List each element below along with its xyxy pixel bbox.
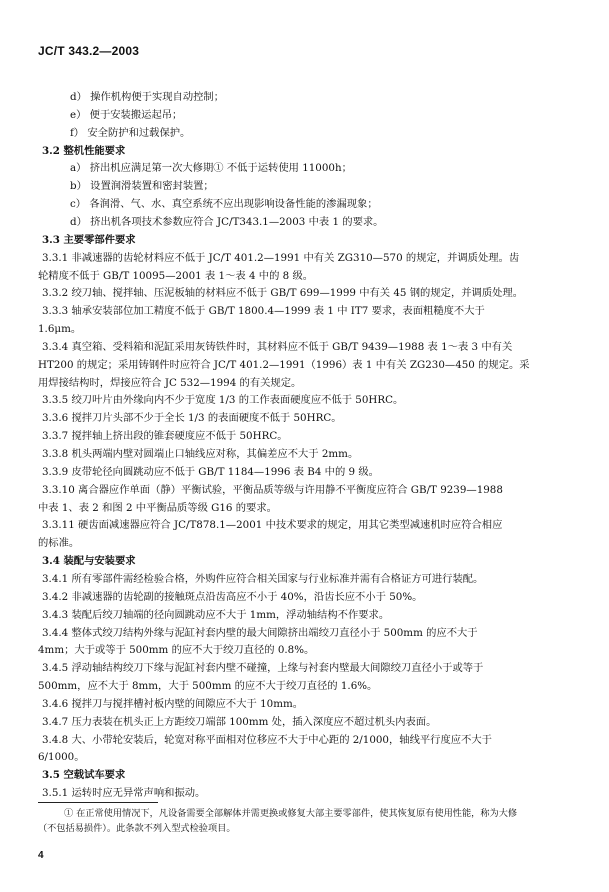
section-heading: 3.3 主要零部件要求 xyxy=(42,234,136,246)
text-line: 3.4.1 所有零部件需经检验合格，外购件应符合相关国家与行业标准并需有合格证方可进行装配。 xyxy=(42,573,484,585)
text-line: 用焊接结构时，焊接应符合 JC 532—1994 的有关规定。 xyxy=(38,377,302,389)
section-heading: 3.5 空载试车要求 xyxy=(42,769,126,781)
section-heading: 3.4 装配与安装要求 xyxy=(42,555,136,567)
text-line: 3.3.4 真空箱、受料箱和泥缸采用灰铸铁件时，其材料应不低于 GB/T 9439—1988 表 1～表 3 中有关 xyxy=(42,341,513,353)
text-line: d） 挤出机各项技术参数应符合 JC/T343.1—2003 中表 1 的要求。 xyxy=(70,216,384,228)
text-line: 3.3.2 绞刀轴、搅拌轴、压泥板轴的材料应不低于 GB/T 699—1999 中有关 45 钢的规定，并调质处理。 xyxy=(42,287,524,299)
text-line: 3.3.9 皮带轮径向圆跳动应不低于 GB/T 1184—1996 表 B4 中的 9 级。 xyxy=(42,466,379,478)
text-line: 1.6μm。 xyxy=(38,323,82,335)
section-heading: 3.2 整机性能要求 xyxy=(42,145,126,157)
text-line: 中表 1、表 2 和图 2 中平衡品质等级 G16 的要求。 xyxy=(38,502,277,514)
text-line: 的标准。 xyxy=(38,537,80,549)
text-line: 3.3.1 非减速器的齿轮材料应不低于 JC/T 401.2—1991 中有关 ZG310—570 的规定，并调质处理。齿 xyxy=(42,252,520,264)
text-line: 3.4.3 装配后绞刀轴端的径向圆跳动应不大于 1mm，浮动轴结构不作要求。 xyxy=(42,609,390,621)
text-line: 3.4.4 整体式绞刀结构外缘与泥缸衬套内壁的最大间隙挤出端绞刀直径小于 500mm 的应不大于 xyxy=(42,627,478,639)
page-number: 4 xyxy=(38,850,44,861)
text-line: 4mm；大于或等于 500mm 的应不大于绞刀直径的 0.8%。 xyxy=(38,644,315,656)
text-line: 3.4.6 搅拌刀与搅拌槽衬板内壁的间隙应不大于 10mm。 xyxy=(42,698,304,710)
text-line: 3.5.1 运转时应无异常声响和振动。 xyxy=(42,787,206,799)
text-line: 轮精度不低于 GB/T 10095—2001 表 1～表 4 中的 8 级。 xyxy=(38,270,314,282)
text-line: 3.3.3 轴承安装部位加工精度不低于 GB/T 1800.4—1999 表 1 中 IT7 要求，表面粗糙度不大于 xyxy=(42,305,485,317)
footnote-line-2: （不包括易损件）。此条款不列入型式检验项目。 xyxy=(38,823,236,834)
text-line: 3.3.11 硬齿面减速器应符合 JC/T878.1—2001 中技术要求的规定，用其它类型减速机时应符合相应 xyxy=(42,519,503,531)
text-line: 3.3.5 绞刀叶片由外缘向内不少于宽度 1/3 的工作表面硬度应不低于 50HRC。 xyxy=(42,394,404,406)
standard-code-header: JC/T 343.2—2003 xyxy=(38,44,140,58)
text-line: 3.4.5 浮动轴结构绞刀下缘与泥缸衬套内壁不碰撞，上缘与衬套内壁最大间隙绞刀直径小于或等于 xyxy=(42,662,484,674)
footnote-divider xyxy=(38,802,158,803)
text-line: b） 设置润滑装置和密封装置； xyxy=(70,180,214,192)
text-line: e） 便于安装搬运起吊； xyxy=(70,109,183,121)
text-line: 3.3.6 搅拌刀片头部不少于全长 1/3 的表面硬度不低于 50HRC。 xyxy=(42,412,342,424)
text-line: 500mm，应不大于 8mm，大于 500mm 的应不大于绞刀直径的 1.6%。 xyxy=(38,680,378,692)
text-line: d） 操作机构便于实现自动控制； xyxy=(70,91,225,103)
text-line: 6/1000。 xyxy=(38,751,85,763)
text-line: HT200 的规定；采用铸钢件时应符合 JC/T 401.2—1991（1996）表 1 中有关 ZG230—450 的规定。采 xyxy=(38,359,530,371)
text-line: 3.3.10 离合器应作单面（静）平衡试验，平衡品质等级与许用静不平衡度应符合 GB/T 9239—1988 xyxy=(42,484,503,496)
text-line: 3.4.7 压力表装在机头正上方距绞刀端部 100mm 处，插入深度应不超过机头内表面。 xyxy=(42,716,437,728)
text-line: 3.3.8 机头两端内壁对圆端止口轴线应对称，其偏差应不大于 2mm。 xyxy=(42,448,359,460)
text-line: 3.4.8 大、小带轮安装后，轮宽对称平面相对位移应不大于中心距的 2/1000，轴线平行度应不大于 xyxy=(42,734,492,746)
text-line: c） 各润滑、气、水、真空系统不应出现影响设备性能的渗漏现象； xyxy=(70,198,378,210)
text-line: 3.3.7 搅拌轴上挤出段的锥套硬度应不低于 50HRC。 xyxy=(42,430,288,442)
text-line: 3.4.2 非减速器的齿轮副的接触斑点沿齿高应不小于 40%，沿齿长应不小于 50%。 xyxy=(42,591,423,603)
text-line: a） 挤出机应满足第一次大修期① 不低于运转使用 11000h； xyxy=(70,162,352,174)
text-line: f） 安全防护和过载保护。 xyxy=(70,127,191,139)
footnote-line-1: ① 在正常使用情况下，凡设备需要全部解体并需更换或修复大部主要零部件，使其恢复原有使用性能，称为大修 xyxy=(64,808,518,819)
